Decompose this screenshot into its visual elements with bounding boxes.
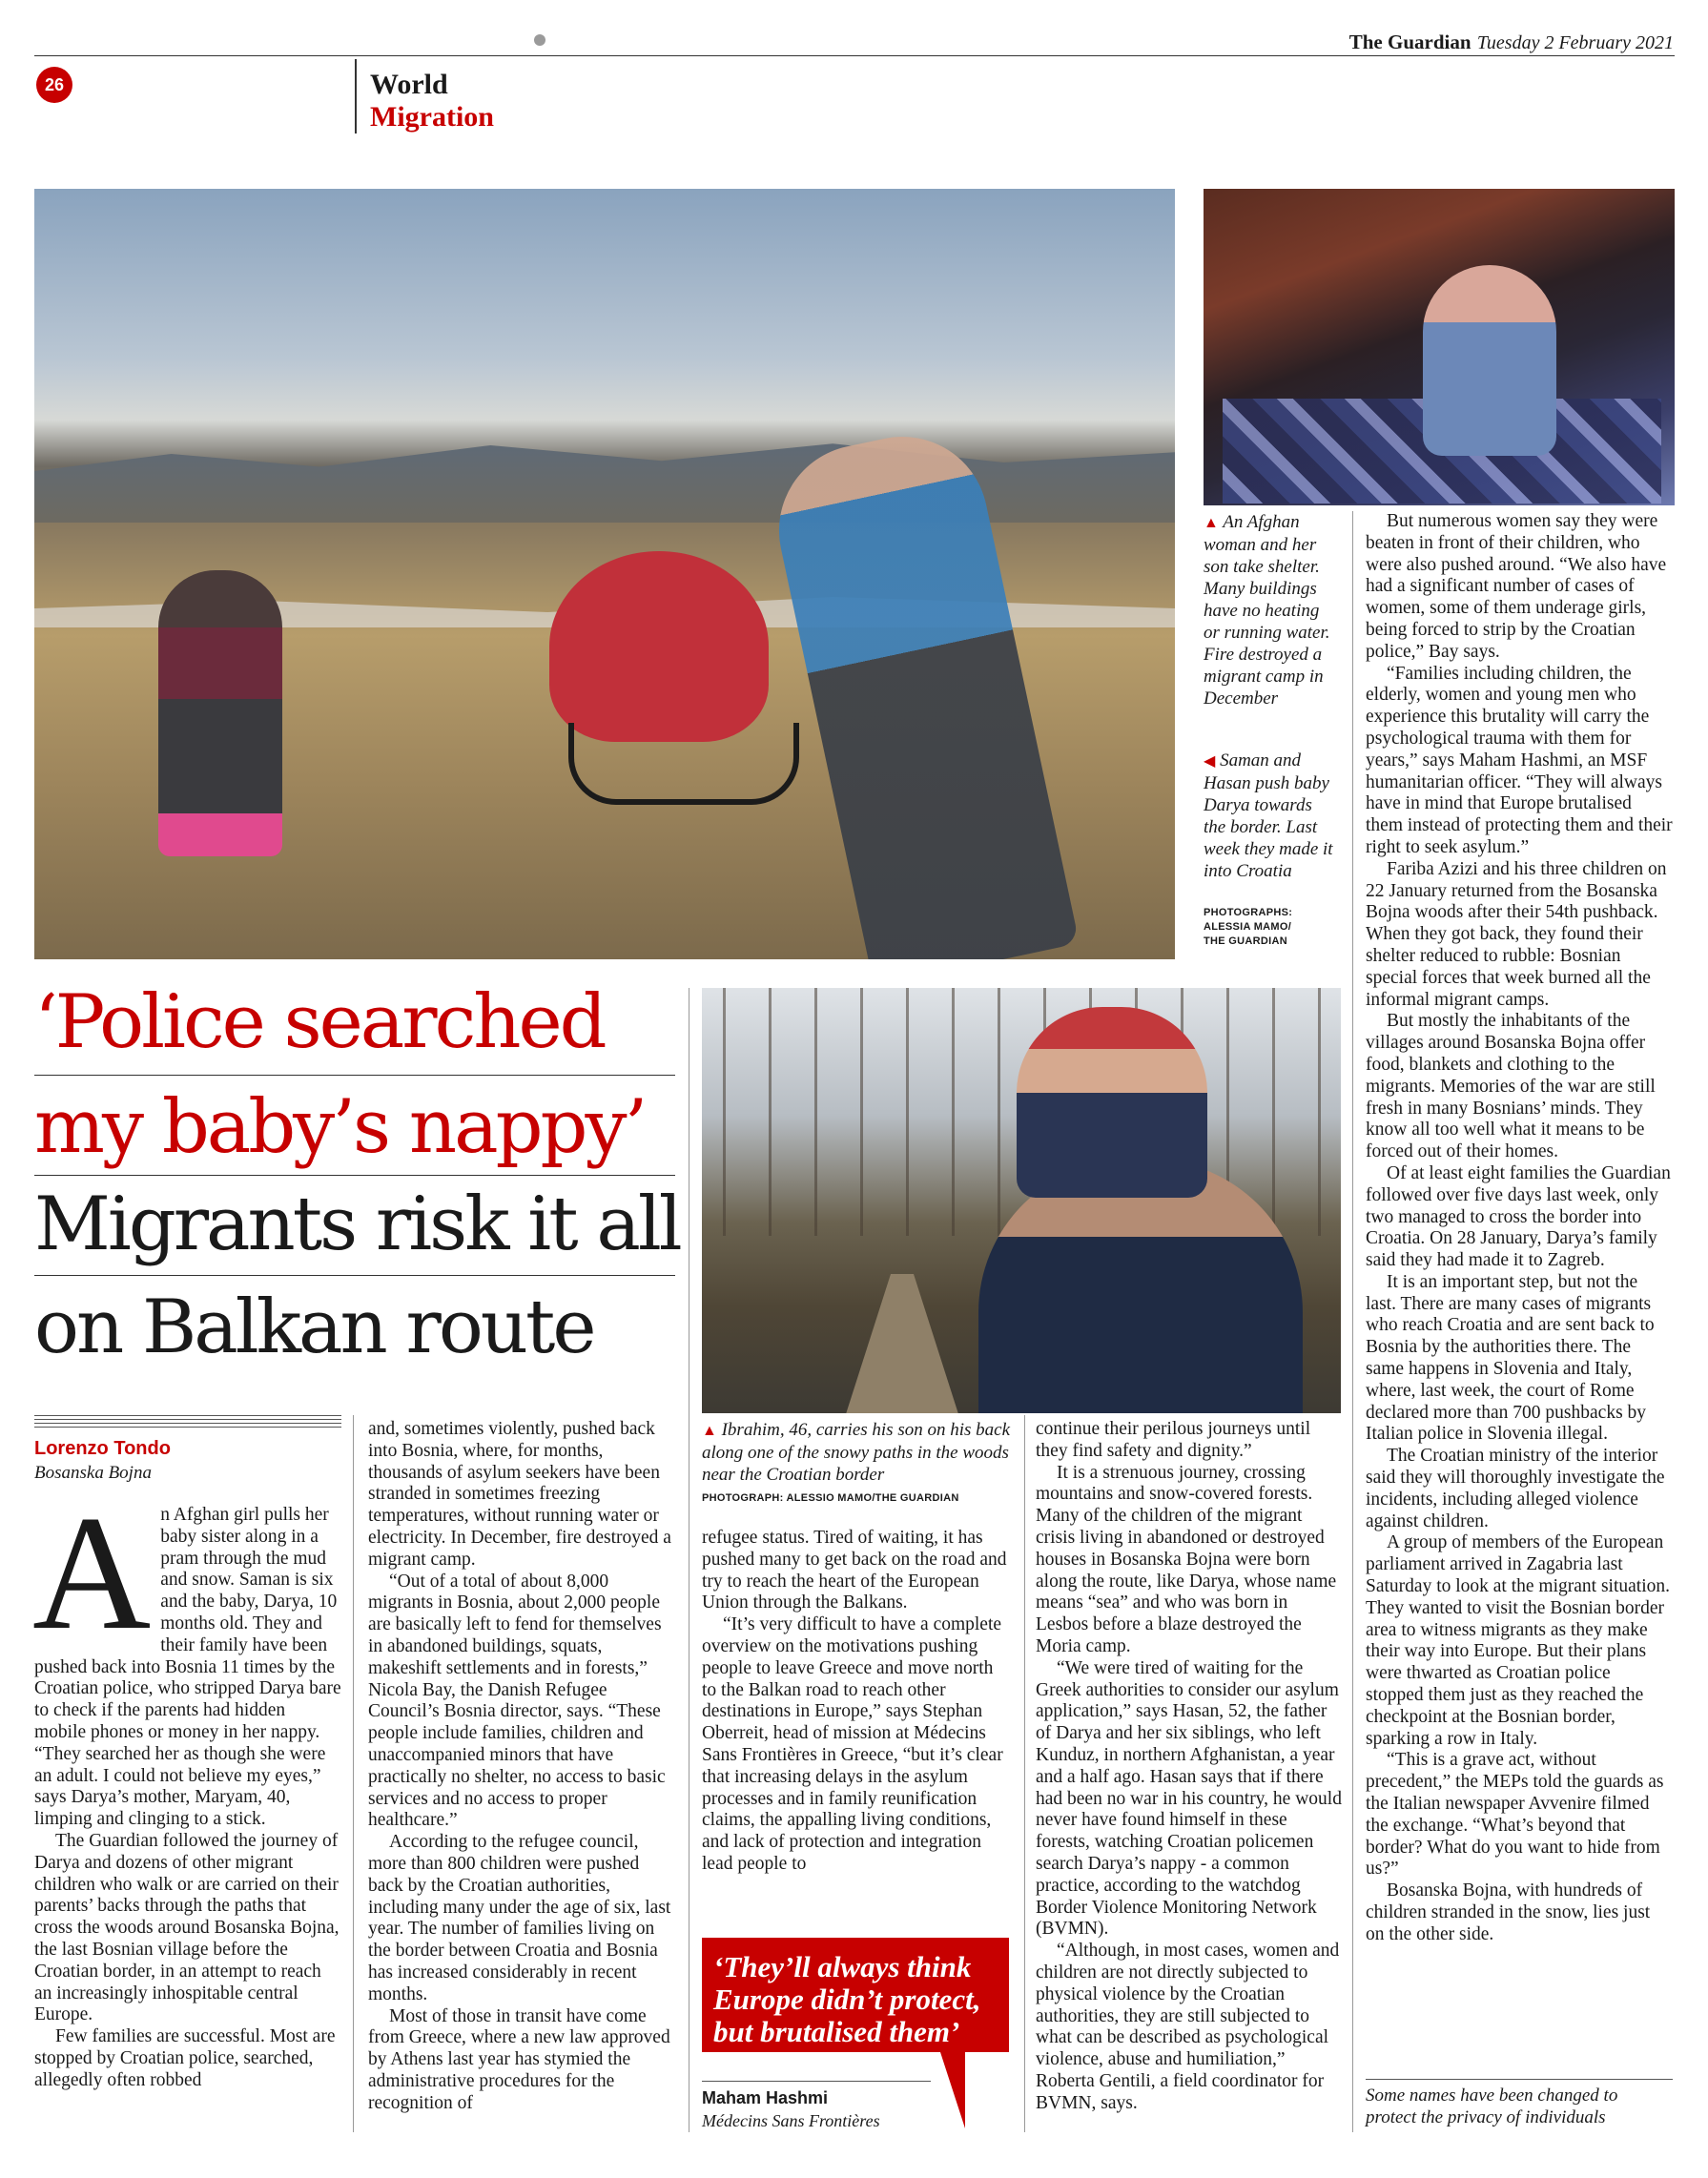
photo-credit-father: PHOTOGRAPH: ALESSIO MAMO/THE GUARDIAN [702,1492,959,1504]
paragraph: “This is a grave act, without precedent,” the MEPs told the guards as the Italian newspaper Avvenire filmed the exchange. “What’s beyond that border? What do you want to hide from us?” [1366,1750,1664,1880]
paragraph: Of at least eight families the Guardian followed over five days last week, only two managed to cross the border into Croatia. On 28 January, Darya’s family said they had made it to Zagreb. [1366,1162,1671,1271]
headline-line-4: on Balkan route [34,1284,594,1370]
photo-woman-figure [1423,265,1556,456]
column-rule [353,1415,354,2132]
footnote-rule [1366,2079,1673,2080]
photo-credit-top: PHOTOGRAPHS: ALESSIA MAMO/ THE GUARDIAN [1204,907,1293,947]
photo-father-carrying-son [702,988,1341,1413]
headline-quote-line-1: ‘Police searched [34,979,605,1065]
column-rule [1024,1415,1025,2132]
caption-woman-photo: ▲ An Afghan woman and her son take shelter. Many buildings have no heating or running water. Fire destroyed a migrant camp in December [1204,512,1330,709]
article-column-1 [32,1483,341,2092]
triangle-left-icon: ◀ [1204,753,1216,770]
caption-main-photo: ◀ Saman and Hasan push baby Darya towards the border. Last week they made it into Croatia [1204,750,1333,881]
paragraph: “We were tired of waiting for the Greek authorities to consider our asylum application,” says Hasan, 52, the father of Darya and her six siblings, who left Kunduz, in northern Afghanistan, a year and a half ago. Hasan says that if there had been no war in his country, he would never have found himself in these forests, watching Croatian policemen search Darya’s nappy - a common practice, according to the watchdog Border Violence Monitoring Network (BVMN). [1036,1657,1342,1940]
byline-rules [34,1415,341,1428]
paragraph: Fariba Azizi and his three children on 22 January returned from the Bosanska Bojna woods after their 54th pushback. When they got back, they found their shelter reduced to rubble: Bosnian special forces that week burned all the informal migrant camps. [1366,858,1667,1010]
article-column-4 [1036,1419,1343,2115]
photo-girl [158,570,282,856]
drop-cap: A [32,1483,152,1664]
page-number-badge: 26 [36,67,72,103]
section-rule [355,59,357,134]
pull-quote-name: Maham Hashmi [702,2088,829,2107]
author-name: Lorenzo Tondo [34,1438,171,1459]
paragraph: Most of those in transit have come from Greece, where a new law approved by Athens last year has stymied the administrative procedures for the recognition of [368,2005,670,2113]
photo-pram-wheels [568,723,799,805]
paragraph: n Afghan girl pulls her baby sister along in a pram through the mud and snow. Saman is six and the baby, Darya, 10 months old. They and their family have been pushed back into Bosnia 11 times by the Croatian police, who stripped Darya bare to check if the parents had hidden mobile phones or money in her nappy. “They searched her as though she were an adult. I could not believe my eyes,” says Darya’s mother, Maryam, 40, limping and clinging to a stick. [34,1505,341,1830]
pull-quote-org: Médecins Sans Frontières [702,2111,880,2130]
paragraph: “It’s very difficult to have a complete overview on the motivations pushing people to leave Greece and move north to the Balkan road to reach other destinations in Europe,” says Stephan Oberreit, head of mission at Médecins Sans Frontières in Greece, “but it’s clear that increasing delays in the asylum processes and in family reunification claims, the appalling living conditions, and lack of protection and integration lead people to [702,1614,1003,1874]
paragraph: continue their perilous journeys until they find safety and dignity.” [1036,1419,1311,1461]
paragraph: “Out of a total of about 8,000 migrants in Bosnia, about 2,000 people are basically left to fend for themselves in abandoned buildings, squats, makeshift settlements and in forests,” Nicola Bay, the Danish Refugee Council’s Bosnia director, says. “These people include families, children and unaccompanied minors that have practically no shelter, no access to basic services and no access to proper healthcare.” [368,1571,666,1831]
paragraph: refugee status. Tired of waiting, it has pushed many to get back on the road and try to reach the heart of the European Union through the Balkans. [702,1528,1007,1613]
article-column-3 [702,1528,1009,1876]
paragraph: and, sometimes violently, pushed back into Bosnia, where, for months, thousands of asylum seekers have been stranded in sometimes freezing temperatures, without running water or electricity. In December, fire destroyed a migrant camp. [368,1419,671,1570]
photo-hills [34,437,1175,523]
photo-pram [549,551,769,742]
triangle-up-icon: ▲ [1204,515,1219,531]
subsection-label: Migration [370,101,494,133]
paragraph: According to the refugee council, more than 800 children were pushed back by the Croatian authorities, including many under the age of six, last year. The number of families living on the border between Croatia and Bosnia has increased considerably in recent months. [368,1832,671,2004]
paper-name: The Guardian [1348,31,1471,53]
triangle-up-icon: ▲ [702,1423,717,1439]
pull-quote: ‘They’ll always think Europe didn’t protect, but brutalised them’ [702,1938,1009,2052]
headline-rule [34,1275,675,1276]
section-label: World [370,69,448,100]
column-rule [1352,511,1353,2132]
caption-father-photo: ▲ Ibrahim, 46, carries his son on his back along one of the snowy paths in the woods near the Croatian border [702,1420,1010,1485]
headline-rule [34,1075,675,1076]
issue-date: Tuesday 2 February 2021 [1476,32,1674,53]
paragraph: Few families are successful. Most are stopped by Croatian police, searched, allegedly often robbed [34,2026,336,2090]
photo-path [845,1274,959,1413]
paragraph: The Croatian ministry of the interior said they will thoroughly investigate the incidents, including alleged violence against children. [1366,1446,1665,1531]
paragraph: But mostly the inhabitants of the villages around Bosanska Bojna offer food, blankets and clothing to the migrants. Memories of the war are still fresh in many Bosnians’ minds. They know all too well what it means to be forced out of their homes. [1366,1011,1656,1162]
pull-quote-tail [940,2052,965,2128]
page-top-dot [534,34,545,46]
footnote: Some names have been changed to protect the privacy of individuals [1366,2086,1618,2127]
paragraph: Bosanska Bojna, with hundreds of children stranded in the snow, lies just on the other side. [1366,1880,1651,1944]
paragraph: It is a strenuous journey, crossing mountains and snow-covered forests. Many of the children of the migrant crisis living in abandoned or destroyed houses in Bosanska Bojna were born along the route, like Darya, whose name means “sea” and who was born in Lesbos before a blaze destroyed the Moria camp. [1036,1462,1337,1656]
paragraph: “Although, in most cases, women and children are not directly subjected to physical violence by the Croatian authorities, they are still subjected to what can be described as psychological violence, abuse and humiliation,” Roberta Gentili, a field coordinator for BVMN, says. [1036,1941,1340,2113]
pull-quote-rule [702,2081,931,2082]
paragraph: The Guardian followed the journey of Darya and dozens of other migrant children who walk or are carried on their parents’ backs through the paths that cross the woods around Bosanska Bojna, the last Bosnian village before the Croatian border, in an attempt to reach an increasingly inhospitable central Europe. [34,1830,340,2025]
paragraph: “Families including children, the elderly, women and young men who experience this brutality will carry the psychological trauma with them for years,” says Maham Hashmi, an MSF humanitarian officer. “They will always have in mind that Europe brutalised them instead of protecting them and their right to seek asylum.” [1366,663,1673,857]
paragraph: A group of members of the European parliament arrived in Zagabria last Saturday to look at the migrant situation. They wanted to visit the Bosnian border area to witness migrants as they make their way into Europe. But their plans were thwarted as Croatian police stopped them just as they reached the checkpoint at the Bosnian border, sparking a row in Italy. [1366,1532,1670,1749]
paragraph: It is an important step, but not the last. There are many cases of migrants who reach Croatia and are sent back to Bosnia by the authorities there. The same happens in Slovenia and Italy, where, last week, the court of Rome declared more than 700 pushbacks by Italian police in Slovenia illegal. [1366,1271,1655,1445]
photo-child-figure [1017,1007,1207,1198]
dateline-location: Bosanska Bojna [34,1463,152,1483]
article-column-2 [368,1419,675,2115]
photo-afghan-woman-and-son [1204,189,1675,505]
main-photo-family-with-pram [34,189,1175,959]
masthead [1349,31,1674,54]
paragraph: But numerous women say they were beaten in front of their children, who were also pushed around. “We also have had a significant number of cases of women, some of them underage girls, being forced to strip by the Croatian police,” Bay says. [1366,511,1667,662]
masthead-rule [34,55,1675,56]
headline-line-3: Migrants risk it all [34,1181,680,1267]
article-column-5 [1366,511,1673,1946]
headline-quote-line-2: my baby’s nappy’ [34,1084,646,1170]
